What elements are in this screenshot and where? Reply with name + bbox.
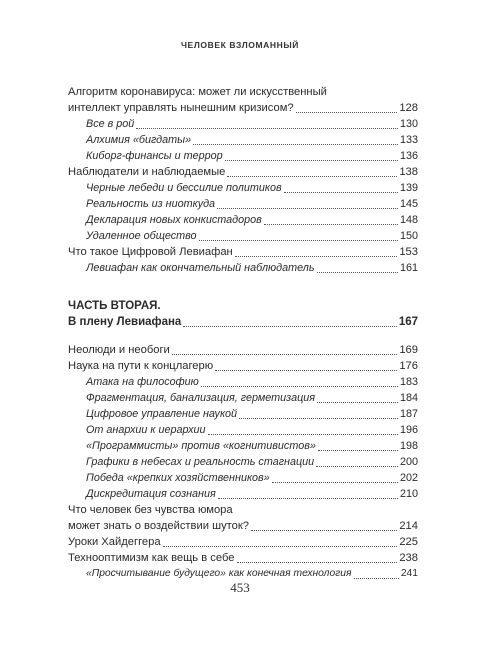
dot-leader bbox=[172, 344, 398, 355]
dot-leader bbox=[237, 552, 398, 563]
toc-subentry bbox=[86, 406, 418, 422]
toc-subentry bbox=[86, 438, 418, 454]
toc-subentry bbox=[86, 180, 418, 196]
toc-entry-page: 133 bbox=[399, 134, 418, 146]
toc-entry-page: 238 bbox=[399, 552, 418, 564]
toc-entry-page: 161 bbox=[399, 262, 418, 274]
toc-entry-page: 241 bbox=[400, 568, 418, 579]
dot-leader bbox=[225, 150, 398, 161]
dot-leader bbox=[317, 262, 398, 273]
dot-leader bbox=[201, 376, 398, 387]
dot-leader bbox=[264, 214, 398, 225]
dot-leader bbox=[354, 568, 399, 579]
toc-entry-page: 169 bbox=[399, 344, 418, 356]
toc-entry-page: 214 bbox=[399, 520, 418, 532]
toc-entry-title: Графики в небесах и реальность стагнации bbox=[86, 456, 315, 468]
toc-entry bbox=[68, 534, 418, 550]
toc-entry-title: От анархии к иерархии bbox=[86, 424, 206, 436]
running-head: ЧЕЛОВЕК ВЗЛОМАННЫЙ bbox=[180, 40, 300, 50]
toc-entry-title: Уроки Хайдеггера bbox=[68, 536, 161, 548]
toc-subentry bbox=[86, 390, 418, 406]
toc-entry-title: «Просчитывание будущего» как конечная технология bbox=[86, 568, 352, 579]
toc-entry-page: 145 bbox=[399, 198, 418, 210]
toc-subentry bbox=[86, 454, 418, 470]
toc-entry-title: Победа «крепких хозяйственников» bbox=[86, 472, 270, 484]
dot-leader bbox=[215, 360, 397, 371]
toc-entry-page: 167 bbox=[398, 316, 418, 328]
toc-subentry bbox=[86, 196, 418, 212]
toc-entry-page: 130 bbox=[399, 118, 418, 130]
part-title-entry bbox=[68, 314, 418, 330]
toc-entry-title: Киборг-финансы и террор bbox=[86, 150, 223, 162]
dot-leader bbox=[284, 182, 398, 193]
toc-entry-title: может знать о воздействии шуток? bbox=[68, 520, 249, 532]
toc-entry-page: 153 bbox=[399, 246, 418, 258]
dot-leader bbox=[251, 520, 397, 531]
toc-entry-page: 210 bbox=[399, 488, 418, 500]
dot-leader bbox=[163, 536, 398, 547]
toc-entry-page: 139 bbox=[399, 182, 418, 194]
toc-entry-title: Наука на пути к концлагерю bbox=[68, 360, 214, 372]
toc-entry-page: 202 bbox=[399, 472, 418, 484]
toc-entry-title: Что такое Цифровой Левиафан bbox=[68, 246, 233, 258]
dot-leader bbox=[208, 424, 398, 435]
toc-entry-page: 136 bbox=[399, 150, 418, 162]
toc-entry bbox=[68, 244, 418, 260]
toc-entry bbox=[68, 164, 418, 180]
toc-entry-title: Неолюди и необоги bbox=[68, 344, 170, 356]
toc-entry-title: Дискредитация сознания bbox=[86, 488, 216, 500]
toc-subentry bbox=[86, 116, 418, 132]
dot-leader bbox=[217, 198, 398, 209]
toc-entry-title: Левиафан как окончательный наблюдатель bbox=[86, 262, 315, 274]
toc-entry-page: 198 bbox=[399, 440, 418, 452]
toc-subentry bbox=[86, 486, 418, 502]
toc-entry-title: Алхимия «бигдаты» bbox=[86, 134, 192, 146]
dot-leader bbox=[235, 246, 398, 257]
dot-leader bbox=[227, 166, 397, 177]
toc-entry-page: 196 bbox=[399, 424, 418, 436]
dot-leader bbox=[317, 392, 398, 403]
toc-entry bbox=[68, 550, 418, 566]
toc-entry-title: Черные лебеди и бессилие политиков bbox=[86, 182, 282, 194]
toc-entry bbox=[68, 342, 418, 358]
part-label: ЧАСТЬ ВТОРАЯ. bbox=[68, 300, 161, 312]
dot-leader bbox=[183, 316, 396, 327]
toc-entry-title: Реальность из ниоткуда bbox=[86, 198, 216, 210]
toc-entry-title: В плену Левиафана bbox=[68, 316, 182, 328]
toc-subentry bbox=[86, 212, 418, 228]
toc-subentry bbox=[86, 148, 418, 164]
toc-entry-line: Алгоритм коронавируса: может ли искусственный bbox=[68, 86, 327, 98]
toc-subentry bbox=[86, 132, 418, 148]
dot-leader bbox=[318, 440, 398, 451]
dot-leader bbox=[296, 102, 398, 113]
toc-entry bbox=[68, 518, 418, 534]
toc-entry-title: Декларация новых конкистадоров bbox=[86, 214, 262, 226]
toc-entry bbox=[68, 358, 418, 374]
toc-subentry bbox=[86, 470, 418, 486]
dot-leader bbox=[239, 408, 398, 419]
toc-entry-title: Цифровое управление наукой bbox=[86, 408, 238, 420]
toc-entry bbox=[68, 100, 418, 116]
toc-subentry bbox=[86, 228, 418, 244]
toc-entry-title: «Программисты» против «когнитивистов» bbox=[86, 440, 316, 452]
toc-entry-page: 184 bbox=[399, 392, 418, 404]
toc-entry-page: 150 bbox=[399, 230, 418, 242]
dot-leader bbox=[272, 472, 398, 483]
toc-entry-title: интеллект управлять нынешним кризисом? bbox=[68, 102, 294, 114]
toc-entry-title: Удаленное общество bbox=[86, 230, 197, 242]
toc-entry-line: Что человек без чувства юмора bbox=[68, 504, 233, 516]
toc-entry-title: Атака на философию bbox=[86, 376, 199, 388]
dot-leader bbox=[218, 488, 398, 499]
dot-leader bbox=[199, 230, 398, 241]
toc-entry-title: Все в рой bbox=[86, 118, 135, 130]
toc-entry-page: 183 bbox=[399, 376, 418, 388]
toc-entry-title: Технооптимизм как вещь в себе bbox=[68, 552, 235, 564]
toc-entry-page: 225 bbox=[399, 536, 418, 548]
page-number: 453 bbox=[230, 580, 250, 595]
toc-subentry bbox=[86, 422, 418, 438]
toc-entry-page: 138 bbox=[399, 166, 418, 178]
toc-entry-title: Фрагментация, банализация, герметизация bbox=[86, 392, 316, 404]
toc-subentry bbox=[86, 260, 418, 276]
toc-entry-page: 176 bbox=[399, 360, 418, 372]
toc-entry-page: 187 bbox=[399, 408, 418, 420]
toc-entry-title: Наблюдатели и наблюдаемые bbox=[68, 166, 226, 178]
dot-leader bbox=[136, 118, 398, 129]
toc-subentry bbox=[86, 374, 418, 390]
dot-leader bbox=[316, 456, 398, 467]
toc-entry-page: 148 bbox=[399, 214, 418, 226]
toc-entry-page: 200 bbox=[399, 456, 418, 468]
dot-leader bbox=[193, 134, 398, 145]
toc-entry-page: 128 bbox=[399, 102, 418, 114]
